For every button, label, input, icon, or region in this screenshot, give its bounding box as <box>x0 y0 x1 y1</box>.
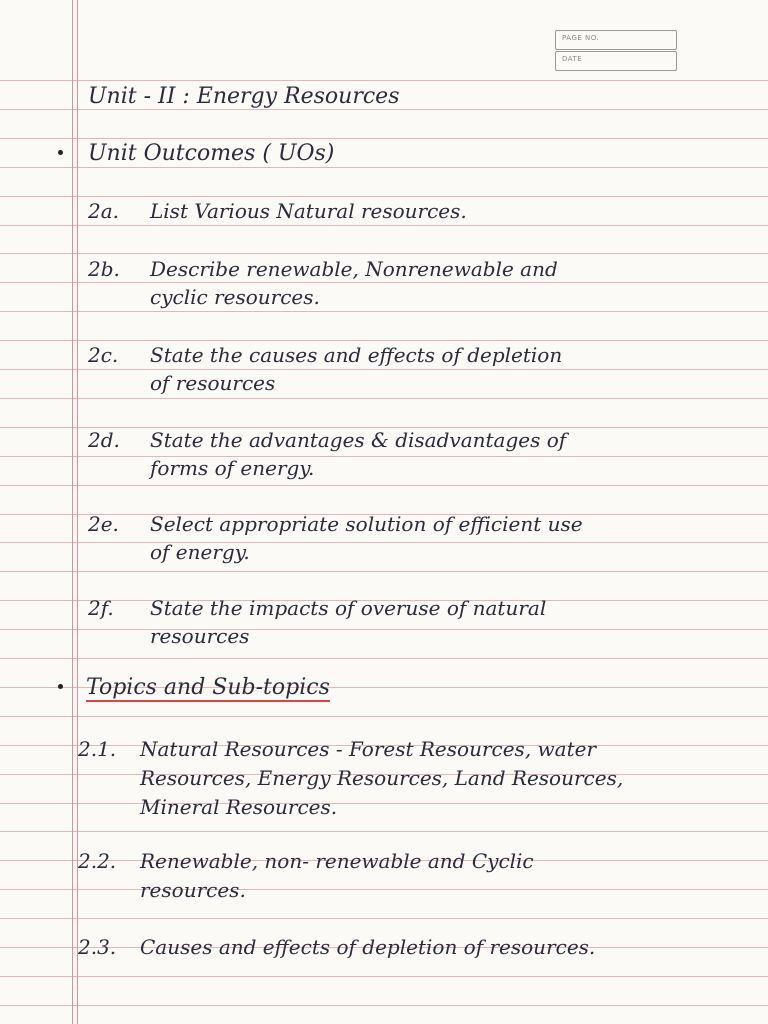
topic-text: Causes and effects of depletion of resources. <box>140 935 596 959</box>
ruled-line <box>0 889 768 890</box>
outcome-text: forms of energy. <box>150 456 315 480</box>
page-number-label: PAGE NO. <box>562 34 600 42</box>
outcome-text: resources <box>150 624 250 648</box>
topic-text: Resources, Energy Resources, Land Resources, <box>140 766 624 790</box>
ruled-line <box>0 918 768 919</box>
ruled-line <box>0 167 768 168</box>
ruled-line <box>0 253 768 254</box>
ruled-line <box>0 831 768 832</box>
outcome-code: 2b. <box>88 257 120 281</box>
topic-text: Natural Resources - Forest Resources, water <box>140 737 597 761</box>
outcomes-heading: Unit Outcomes ( UOs) <box>88 141 335 166</box>
outcome-text: Select appropriate solution of efficient use <box>150 512 583 536</box>
outcome-code: 2d. <box>88 428 120 452</box>
ruled-line <box>0 1005 768 1006</box>
topic-code: 2.3. <box>78 935 117 959</box>
ruled-line <box>0 340 768 341</box>
ruled-line <box>0 225 768 226</box>
date-box <box>555 51 677 71</box>
outcome-text: of energy. <box>150 540 250 564</box>
ruled-line <box>0 658 768 659</box>
outcome-text: State the impacts of overuse of natural <box>150 596 547 620</box>
outcome-code: 2f. <box>88 596 114 620</box>
ruled-line <box>0 542 768 543</box>
outcome-text: State the advantages & disadvantages of <box>150 428 567 452</box>
outcome-text: State the causes and effects of depletion <box>150 343 563 367</box>
outcome-text: Describe renewable, Nonrenewable and <box>150 257 558 281</box>
ruled-line <box>0 311 768 312</box>
ruled-line <box>0 80 768 81</box>
ruled-line <box>0 803 768 804</box>
outcome-text: cyclic resources. <box>150 285 320 309</box>
ruled-line <box>0 196 768 197</box>
outcome-code: 2c. <box>88 343 119 367</box>
page-title: Unit - II : Energy Resources <box>88 84 400 109</box>
ruled-line <box>0 282 768 283</box>
topic-text: Renewable, non- renewable and Cyclic <box>140 849 534 873</box>
ruled-line <box>0 571 768 572</box>
topic-text: Mineral Resources. <box>140 795 338 819</box>
outcome-code: 2e. <box>88 512 119 536</box>
outcome-text: of resources <box>150 371 276 395</box>
ruled-line <box>0 716 768 717</box>
outcome-code: 2a. <box>88 199 120 223</box>
ruled-line <box>0 629 768 630</box>
topics-heading-text: Topics and Sub-topics <box>86 675 330 700</box>
ruled-line <box>0 138 768 139</box>
ruled-line <box>0 109 768 110</box>
ruled-line <box>0 398 768 399</box>
page-number-box <box>555 30 677 50</box>
bullet-point <box>58 684 63 689</box>
bullet-point <box>58 150 63 155</box>
topics-heading <box>86 675 330 700</box>
ruled-line <box>0 456 768 457</box>
ruled-line <box>0 976 768 977</box>
topic-text: resources. <box>140 878 246 902</box>
outcome-text: List Various Natural resources. <box>150 199 467 223</box>
ruled-line <box>0 369 768 370</box>
topic-code: 2.2. <box>78 849 117 873</box>
date-label: DATE <box>562 55 583 63</box>
topic-code: 2.1. <box>78 737 117 761</box>
margin-line <box>72 0 73 1024</box>
ruled-line <box>0 485 768 486</box>
